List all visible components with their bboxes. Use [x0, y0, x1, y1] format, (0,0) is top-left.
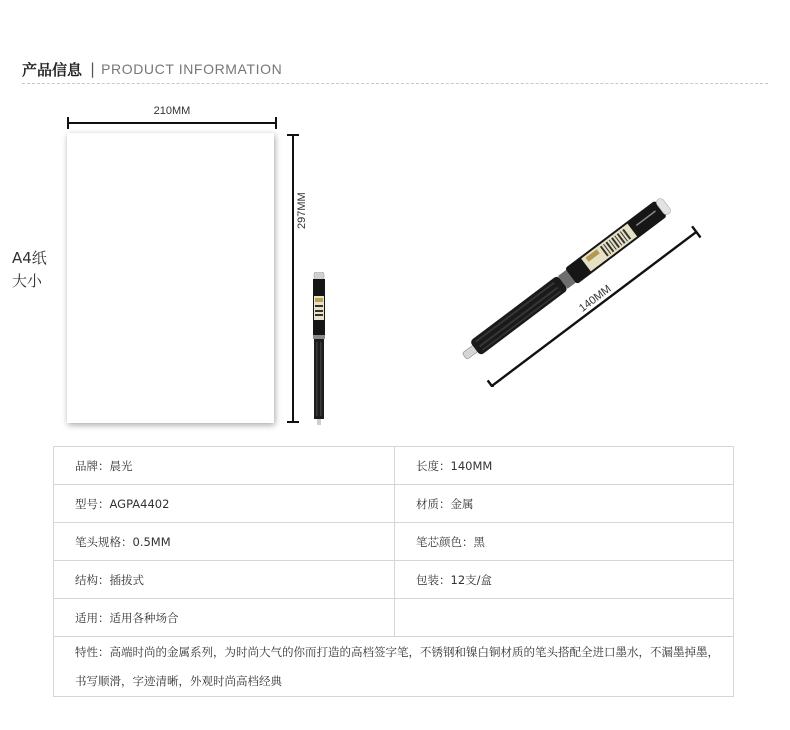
spec-model: 型号：AGPA4402	[54, 485, 395, 523]
spec-table	[53, 446, 734, 697]
header-title-cn: 产品信息	[22, 60, 83, 79]
spec-package: 包装：12支/盒	[395, 561, 734, 599]
spec-tip-size: 笔头规格：0.5MM	[54, 523, 395, 561]
table-row	[54, 599, 734, 637]
paper-label-line1: A4纸	[12, 249, 47, 267]
spec-material: 材质：金属	[395, 485, 734, 523]
spec-length: 长度：140MM	[395, 447, 734, 485]
table-row	[54, 561, 734, 599]
spec-ink-color: 笔芯颜色：黑	[395, 523, 734, 561]
section-header	[22, 57, 282, 81]
paper-label-line2: 大小	[12, 272, 43, 290]
table-row	[54, 485, 734, 523]
paper-height-label: 297MM	[296, 192, 308, 229]
table-row	[54, 523, 734, 561]
paper-size-label	[12, 247, 47, 293]
spec-structure: 结构：插拔式	[54, 561, 395, 599]
spec-brand: 品牌：晨光	[54, 447, 395, 485]
table-row	[54, 447, 734, 485]
pen-product-image	[430, 172, 710, 387]
header-title-en: PRODUCT INFORMATION	[101, 61, 283, 77]
table-row	[54, 637, 734, 697]
paper-width-dimension-line	[67, 122, 277, 124]
spec-feature: 特性：高端时尚的金属系列，为时尚大气的你而打造的高档签字笔，不锈钢和镍白铜材质的笔头搭配全进口墨水，不漏墨掉墨，书写顺滑，字迹清晰，外观时尚高档经典	[54, 637, 734, 697]
header-divider	[22, 83, 768, 84]
pen-scale-image	[308, 272, 330, 428]
a4-paper-illustration	[67, 133, 274, 423]
spec-empty-cell	[395, 599, 734, 637]
pen-length-label: 140MM	[577, 282, 614, 315]
paper-width-label: 210MM	[153, 105, 191, 117]
paper-height-dimension-line	[292, 134, 294, 423]
header-separator: |	[90, 60, 96, 78]
spec-usage: 适用：适用各种场合	[54, 599, 395, 637]
